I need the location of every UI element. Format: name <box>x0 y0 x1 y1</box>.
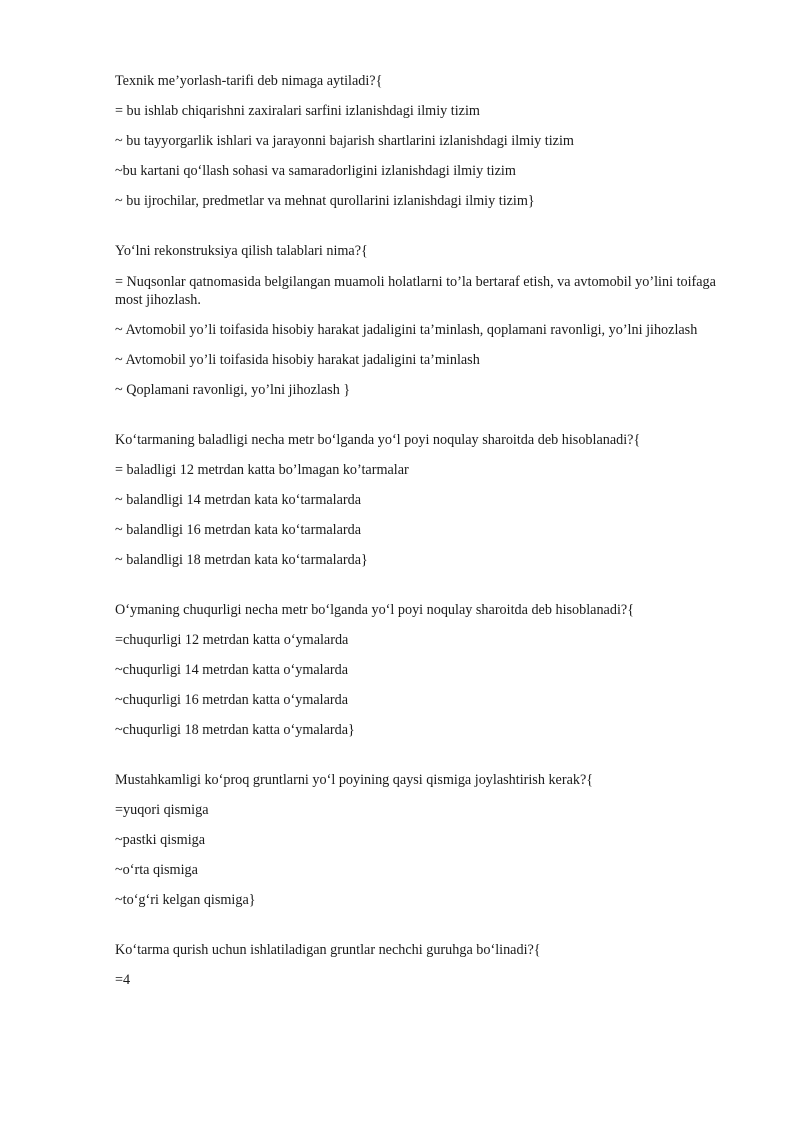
question-text: Ko‘tarmaning baladligi necha metr bo‘lganda yo‘l poyi noqulay sharoitda deb hisoblanadi?{ <box>115 432 641 448</box>
question-text: Mustahkamligi ko‘proq gruntlarni yo‘l poyining qaysi qismiga joylashtirish kerak?{ <box>115 772 594 788</box>
question-text: Texnik me’yorlash-tarifi deb nimaga aytiladi?{ <box>115 73 383 89</box>
answer-option: = bu ishlab chiqarishni zaxiralari sarfini izlanishdagi ilmiy tizim <box>115 103 480 119</box>
question-text: Yo‘lni rekonstruksiya qilish talablari nima?{ <box>115 243 368 259</box>
question-block-1 <box>115 73 747 210</box>
document-content <box>115 73 747 1022</box>
answer-option: ~ balandligi 14 metrdan kata ko‘tarmalarda <box>115 492 362 508</box>
answer-option: ~chuqurligi 16 metrdan katta o‘ymalarda <box>115 692 349 708</box>
answer-option: ~to‘g‘ri kelgan qismiga} <box>115 892 256 908</box>
answer-option: = Nuqsonlar qatnomasida belgilangan muamoli holatlarni to’la bertaraf etish, va avtomobil yo’lini toifaga most jihozlash. <box>115 274 716 308</box>
answer-option: ~ Avtomobil yo’li toifasida hisobiy harakat jadaligini ta’minlash, qoplamani ravonligi, yo’lni jihozlash <box>115 322 698 338</box>
answer-option: ~ balandligi 18 metrdan kata ko‘tarmalarda} <box>115 552 368 568</box>
answer-option: ~ balandligi 16 metrdan kata ko‘tarmalarda <box>115 522 362 538</box>
answer-option: ~o‘rta qismiga <box>115 862 198 878</box>
answer-option: =yuqori qismiga <box>115 802 209 818</box>
answer-option: ~ Avtomobil yo’li toifasida hisobiy harakat jadaligini ta’minlash <box>115 352 480 368</box>
question-block-5 <box>115 772 747 909</box>
answer-option: ~ bu tayyorgarlik ishlari va jarayonni bajarish shartlarini izlanishdagi ilmiy tizim <box>115 133 574 149</box>
answer-option: ~chuqurligi 14 metrdan katta o‘ymalarda <box>115 662 349 678</box>
answer-option: = baladligi 12 metrdan katta bo’lmagan ko’tarmalar <box>115 462 409 478</box>
answer-option: ~bu kartani qo‘llash sohasi va samaradorligini izlanishdagi ilmiy tizim <box>115 163 516 179</box>
answer-option: ~ Qoplamani ravonligi, yo’lni jihozlash } <box>115 382 351 398</box>
question-text: O‘ymaning chuqurligi necha metr bo‘lganda yo‘l poyi noqulay sharoitda deb hisoblanadi?{ <box>115 602 635 618</box>
question-block-6 <box>115 942 747 989</box>
answer-option: ~pastki qismiga <box>115 832 206 848</box>
answer-option: =chuqurligi 12 metrdan katta o‘ymalarda <box>115 632 349 648</box>
answer-option: ~ bu ijrochilar, predmetlar va mehnat qurollarini izlanishdagi ilmiy tizim} <box>115 193 535 209</box>
answer-option: ~chuqurligi 18 metrdan katta o‘ymalarda} <box>115 722 355 738</box>
question-block-3 <box>115 432 747 569</box>
question-block-2 <box>115 243 747 399</box>
question-block-4 <box>115 602 747 739</box>
question-text: Ko‘tarma qurish uchun ishlatiladigan gruntlar nechchi guruhga bo‘linadi?{ <box>115 942 541 958</box>
answer-option: =4 <box>115 972 131 988</box>
